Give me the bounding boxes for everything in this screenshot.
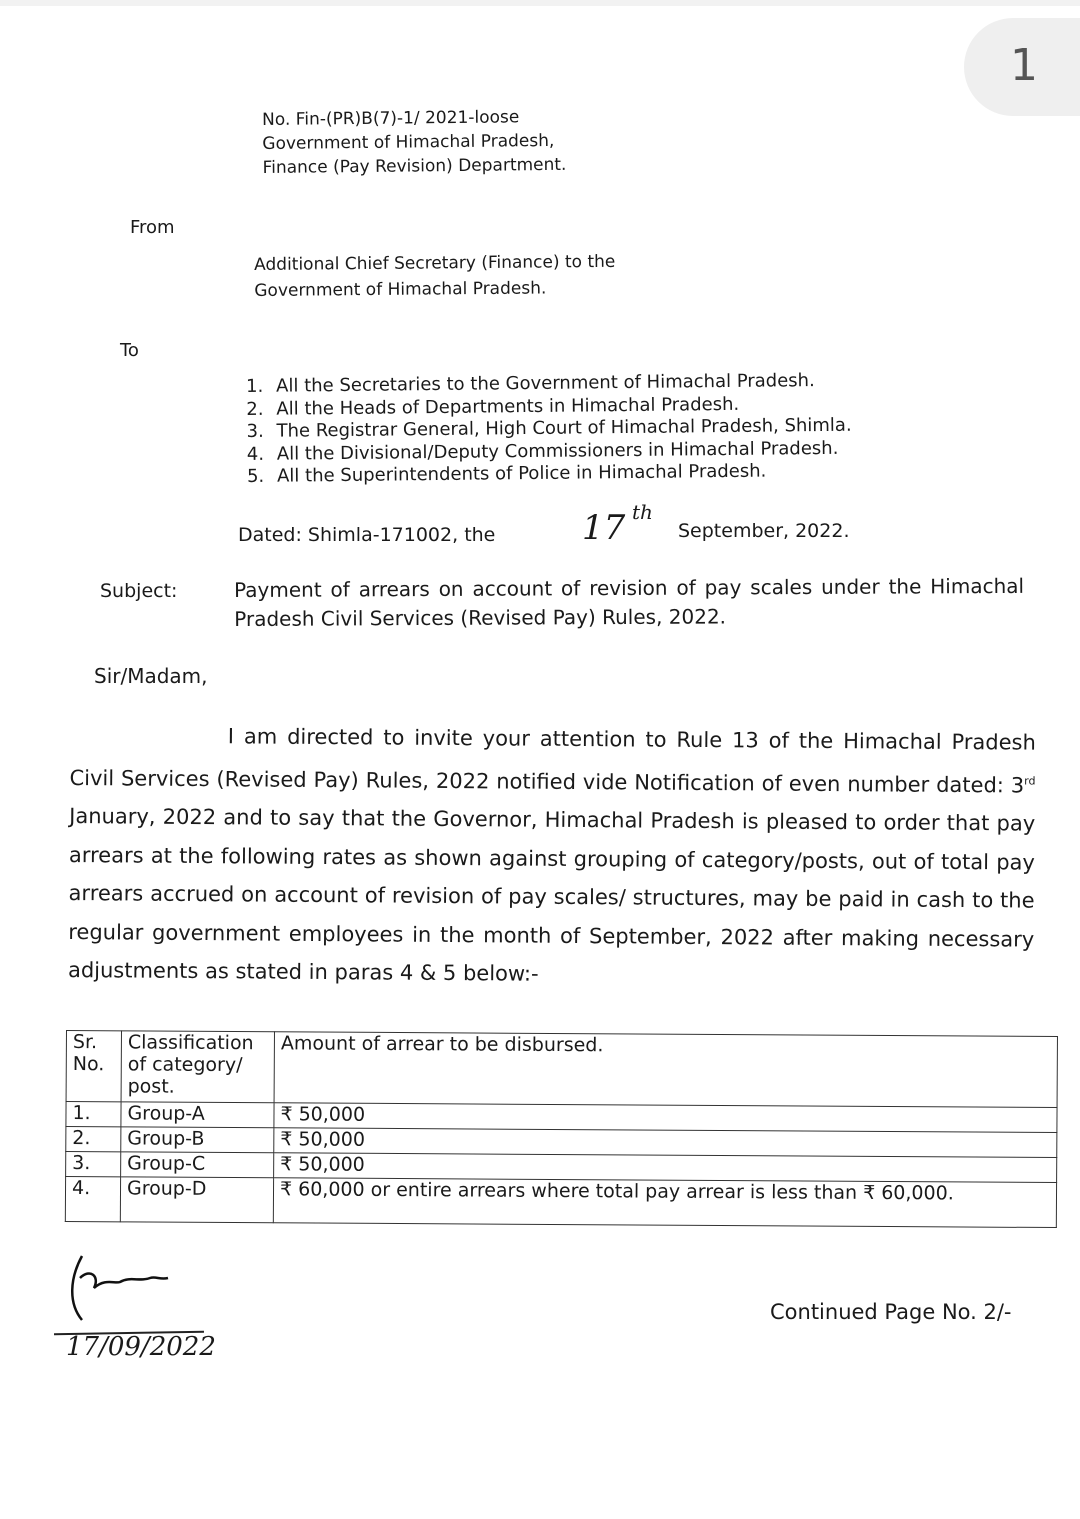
cell-sr: 1. bbox=[66, 1102, 121, 1127]
recipient-number: 2. bbox=[246, 398, 264, 420]
recipient-number: 1. bbox=[246, 375, 264, 397]
continued-note: Continued Page No. 2/- bbox=[770, 1300, 1012, 1324]
page-number: 1 bbox=[1010, 40, 1038, 91]
cell-amount: ₹ 50,000 bbox=[274, 1153, 1057, 1183]
handwritten-day-suffix: th bbox=[632, 500, 653, 524]
ordinal-superscript: rd bbox=[1024, 773, 1036, 788]
dated-month-year: September, 2022. bbox=[678, 520, 850, 542]
cell-sr: 2. bbox=[66, 1127, 121, 1152]
government-name: Government of Himachal Pradesh, bbox=[262, 130, 555, 154]
department-name: Finance (Pay Revision) Department. bbox=[262, 154, 567, 178]
cell-group: Group-D bbox=[120, 1177, 273, 1223]
recipient-number: 3. bbox=[246, 420, 264, 442]
dated-prefix: Dated: Shimla-171002, the bbox=[238, 524, 496, 546]
recipient-text: All the Secretaries to the Government of Himachal Pradesh. bbox=[275, 370, 815, 397]
header-amount: Amount of arrear to be disbursed. bbox=[274, 1032, 1057, 1108]
signature-scribble-icon bbox=[60, 1248, 180, 1328]
arrears-table bbox=[65, 1030, 1058, 1228]
recipient-text: All the Superintendents of Police in Himachal Pradesh. bbox=[276, 460, 767, 487]
handwritten-day: 17 bbox=[582, 508, 626, 548]
recipient-list bbox=[246, 370, 852, 489]
to-label: To bbox=[120, 340, 139, 361]
cell-amount: ₹ 50,000 bbox=[274, 1103, 1057, 1133]
salutation: Sir/Madam, bbox=[94, 664, 208, 688]
signature-date: 17/09/2022 bbox=[66, 1332, 216, 1362]
from-label: From bbox=[130, 217, 175, 238]
cell-amount: ₹ 60,000 or entire arrears where total pay arrear is less than ₹ 60,000. bbox=[273, 1178, 1056, 1228]
recipient-text: All the Heads of Departments in Himachal Pradesh. bbox=[276, 393, 740, 420]
table-header-row bbox=[66, 1031, 1057, 1108]
cell-sr: 4. bbox=[65, 1177, 120, 1222]
body-text-2: January, 2022 and to say that the Governor, Himachal Pradesh is pleased to order that pay arrears at the following rates as shown against grouping of category/posts, out of total pay arrears accrued on account of revision of pay scales/ structures, may be paid in cash to the regular government employees in the month of September, 2022 after making necessary adjustments as stated in paras 4 & 5 below:- bbox=[67, 803, 1036, 986]
cell-group: Group-B bbox=[121, 1127, 274, 1153]
header-classification: Classification of category/ post. bbox=[121, 1031, 274, 1103]
body-text-1: I am directed to invite your attention to Rule 13 of the Himachal Pradesh Civil Services (Revised Pay) Rules, 2022 notified vide Notification of even number dated: 3 bbox=[69, 724, 1036, 797]
sender-line-1: Additional Chief Secretary (Finance) to the bbox=[254, 251, 616, 275]
subject-label: Subject: bbox=[100, 580, 178, 602]
cell-amount: ₹ 50,000 bbox=[274, 1128, 1057, 1158]
recipient-text: The Registrar General, High Court of Himachal Pradesh, Shimla. bbox=[276, 414, 852, 442]
page-indicator-badge bbox=[964, 18, 1080, 116]
subject-text: Payment of arrears on account of revision of pay scales under the Himachal Pradesh Civil Services (Revised Pay) Rules, 2022. bbox=[234, 573, 1025, 631]
cell-sr: 3. bbox=[66, 1152, 121, 1177]
top-bar bbox=[0, 0, 1080, 6]
file-number: No. Fin-(PR)B(7)-1/ 2021-loose bbox=[262, 107, 520, 130]
recipient-text: All the Divisional/Deputy Commissioners in Himachal Pradesh. bbox=[276, 437, 839, 465]
header-sr-no: Sr. No. bbox=[66, 1031, 121, 1102]
cell-group: Group-A bbox=[121, 1102, 274, 1128]
recipient-number: 4. bbox=[246, 443, 265, 465]
letter-header bbox=[262, 105, 567, 180]
sender-line-2: Government of Himachal Pradesh. bbox=[254, 278, 547, 301]
cell-group: Group-C bbox=[121, 1152, 274, 1178]
recipient-number: 5. bbox=[246, 465, 265, 487]
from-sender bbox=[254, 249, 616, 304]
body-paragraph bbox=[68, 716, 1036, 997]
table-row bbox=[65, 1177, 1056, 1228]
